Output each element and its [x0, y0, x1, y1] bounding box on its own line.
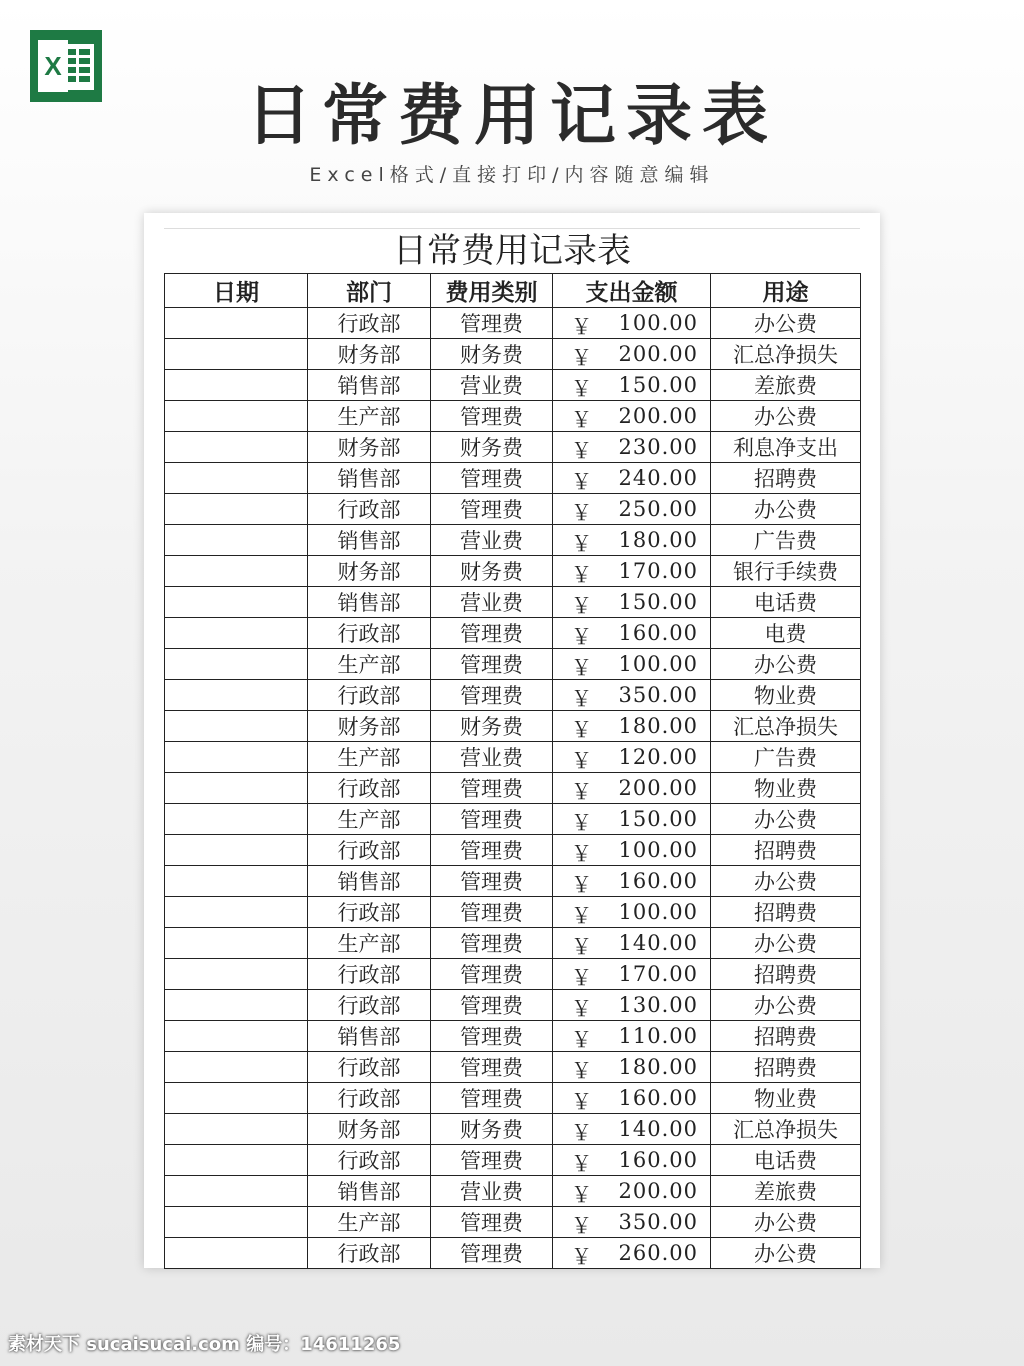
table-row: [165, 1083, 861, 1114]
category-cell[interactable]: 财务费: [431, 556, 553, 587]
category-cell[interactable]: 管理费: [431, 1021, 553, 1052]
currency-symbol: ￥: [571, 904, 592, 928]
date-cell[interactable]: [165, 1176, 308, 1207]
currency-symbol: ￥: [571, 532, 592, 556]
amount-value: 200.00: [618, 1179, 698, 1203]
department-cell[interactable]: 销售部: [308, 1021, 431, 1052]
table-row: [165, 1145, 861, 1176]
currency-symbol: ￥: [571, 1028, 592, 1052]
currency-symbol: ￥: [571, 315, 592, 339]
purpose-cell[interactable]: 办公费: [711, 649, 861, 680]
table-header-row: [165, 274, 861, 308]
department-cell[interactable]: 销售部: [308, 1176, 431, 1207]
amount-value: 200.00: [618, 342, 698, 366]
currency-symbol: ￥: [571, 1059, 592, 1083]
amount-cell[interactable]: [553, 618, 711, 649]
column-header-amount: 支出金额: [553, 274, 711, 308]
expense-table: [164, 273, 861, 1269]
currency-symbol: ￥: [571, 563, 592, 587]
currency-symbol: ￥: [571, 935, 592, 959]
purpose-cell[interactable]: 招聘费: [711, 959, 861, 990]
purpose-cell[interactable]: 办公费: [711, 990, 861, 1021]
category-cell[interactable]: 管理费: [431, 494, 553, 525]
amount-cell[interactable]: [553, 432, 711, 463]
category-cell[interactable]: 财务费: [431, 339, 553, 370]
department-cell[interactable]: 生产部: [308, 649, 431, 680]
table-row: [165, 928, 861, 959]
currency-symbol: ￥: [571, 470, 592, 494]
purpose-cell[interactable]: 招聘费: [711, 897, 861, 928]
table-row: [165, 432, 861, 463]
date-cell[interactable]: [165, 959, 308, 990]
department-cell[interactable]: 生产部: [308, 804, 431, 835]
date-cell[interactable]: [165, 339, 308, 370]
department-cell[interactable]: 行政部: [308, 1052, 431, 1083]
department-cell[interactable]: 财务部: [308, 556, 431, 587]
amount-cell[interactable]: [553, 556, 711, 587]
amount-value: 230.00: [618, 435, 698, 459]
amount-value: 100.00: [618, 311, 698, 335]
purpose-cell[interactable]: 利息净支出: [711, 432, 861, 463]
currency-symbol: ￥: [571, 377, 592, 401]
category-cell[interactable]: 管理费: [431, 680, 553, 711]
currency-symbol: ￥: [571, 408, 592, 432]
amount-value: 100.00: [618, 652, 698, 676]
department-cell[interactable]: 财务部: [308, 432, 431, 463]
department-cell[interactable]: 行政部: [308, 1145, 431, 1176]
department-cell[interactable]: 生产部: [308, 928, 431, 959]
amount-cell[interactable]: [553, 463, 711, 494]
currency-symbol: ￥: [571, 439, 592, 463]
currency-symbol: ￥: [571, 780, 592, 804]
amount-value: 150.00: [618, 590, 698, 614]
category-cell[interactable]: 管理费: [431, 866, 553, 897]
table-row: [165, 866, 861, 897]
date-cell[interactable]: [165, 773, 308, 804]
category-cell[interactable]: 营业费: [431, 587, 553, 618]
purpose-cell[interactable]: 广告费: [711, 525, 861, 556]
department-cell[interactable]: 财务部: [308, 1114, 431, 1145]
date-cell[interactable]: [165, 432, 308, 463]
amount-cell[interactable]: [553, 742, 711, 773]
amount-cell[interactable]: [553, 1021, 711, 1052]
category-cell[interactable]: 管理费: [431, 959, 553, 990]
table-row: [165, 711, 861, 742]
category-cell[interactable]: 管理费: [431, 928, 553, 959]
category-cell[interactable]: 管理费: [431, 773, 553, 804]
date-cell[interactable]: [165, 401, 308, 432]
purpose-cell[interactable]: 物业费: [711, 773, 861, 804]
amount-value: 180.00: [618, 528, 698, 552]
purpose-cell[interactable]: 招聘费: [711, 1021, 861, 1052]
category-cell[interactable]: 管理费: [431, 618, 553, 649]
table-row: [165, 587, 861, 618]
amount-cell[interactable]: [553, 990, 711, 1021]
currency-symbol: ￥: [571, 687, 592, 711]
amount-cell[interactable]: [553, 711, 711, 742]
amount-cell[interactable]: [553, 401, 711, 432]
amount-value: 100.00: [618, 900, 698, 924]
category-cell[interactable]: 管理费: [431, 804, 553, 835]
date-cell[interactable]: [165, 308, 308, 339]
table-row: [165, 618, 861, 649]
category-cell[interactable]: 营业费: [431, 525, 553, 556]
department-cell[interactable]: 生产部: [308, 1207, 431, 1238]
amount-cell[interactable]: [553, 308, 711, 339]
currency-symbol: ￥: [571, 594, 592, 618]
purpose-cell[interactable]: 电话费: [711, 587, 861, 618]
table-row: [165, 556, 861, 587]
department-cell[interactable]: 销售部: [308, 525, 431, 556]
date-cell[interactable]: [165, 990, 308, 1021]
purpose-cell[interactable]: 银行手续费: [711, 556, 861, 587]
date-cell[interactable]: [165, 1021, 308, 1052]
department-cell[interactable]: 行政部: [308, 680, 431, 711]
department-cell[interactable]: 行政部: [308, 773, 431, 804]
amount-value: 160.00: [618, 1148, 698, 1172]
category-cell[interactable]: 管理费: [431, 835, 553, 866]
table-row: [165, 1207, 861, 1238]
department-cell[interactable]: 财务部: [308, 711, 431, 742]
amount-value: 150.00: [618, 373, 698, 397]
date-cell[interactable]: [165, 1114, 308, 1145]
table-row: [165, 1238, 861, 1269]
amount-cell[interactable]: [553, 339, 711, 370]
amount-value: 150.00: [618, 807, 698, 831]
table-row: [165, 1052, 861, 1083]
table-row: [165, 959, 861, 990]
currency-symbol: ￥: [571, 501, 592, 525]
date-cell[interactable]: [165, 835, 308, 866]
purpose-cell[interactable]: 办公费: [711, 1207, 861, 1238]
date-cell[interactable]: [165, 649, 308, 680]
amount-cell[interactable]: [553, 494, 711, 525]
purpose-cell[interactable]: 办公费: [711, 401, 861, 432]
department-cell[interactable]: 销售部: [308, 463, 431, 494]
category-cell[interactable]: 管理费: [431, 990, 553, 1021]
department-cell[interactable]: 生产部: [308, 401, 431, 432]
purpose-cell[interactable]: 招聘费: [711, 835, 861, 866]
currency-symbol: ￥: [571, 1152, 592, 1176]
department-cell[interactable]: 行政部: [308, 990, 431, 1021]
date-cell[interactable]: [165, 1238, 308, 1269]
category-cell[interactable]: 管理费: [431, 1052, 553, 1083]
department-cell[interactable]: 销售部: [308, 587, 431, 618]
date-cell[interactable]: [165, 525, 308, 556]
date-cell[interactable]: [165, 804, 308, 835]
category-cell[interactable]: 财务费: [431, 1114, 553, 1145]
amount-cell[interactable]: [553, 649, 711, 680]
date-cell[interactable]: [165, 928, 308, 959]
purpose-cell[interactable]: 汇总净损失: [711, 339, 861, 370]
department-cell[interactable]: 财务部: [308, 339, 431, 370]
category-cell[interactable]: 管理费: [431, 401, 553, 432]
date-cell[interactable]: [165, 587, 308, 618]
column-header-date: 日期: [165, 274, 308, 308]
category-cell[interactable]: 财务费: [431, 711, 553, 742]
department-cell[interactable]: 行政部: [308, 835, 431, 866]
department-cell[interactable]: 行政部: [308, 1238, 431, 1269]
department-cell[interactable]: 生产部: [308, 742, 431, 773]
amount-value: 170.00: [618, 559, 698, 583]
amount-cell[interactable]: [553, 866, 711, 897]
date-cell[interactable]: [165, 1207, 308, 1238]
purpose-cell[interactable]: 汇总净损失: [711, 711, 861, 742]
date-cell[interactable]: [165, 494, 308, 525]
currency-symbol: ￥: [571, 1183, 592, 1207]
amount-value: 130.00: [618, 993, 698, 1017]
purpose-cell[interactable]: 广告费: [711, 742, 861, 773]
date-cell[interactable]: [165, 463, 308, 494]
amount-cell[interactable]: [553, 897, 711, 928]
department-cell[interactable]: 行政部: [308, 1083, 431, 1114]
amount-value: 250.00: [618, 497, 698, 521]
amount-cell[interactable]: [553, 1207, 711, 1238]
amount-value: 140.00: [618, 1117, 698, 1141]
amount-value: 260.00: [618, 1241, 698, 1265]
amount-cell[interactable]: [553, 680, 711, 711]
currency-symbol: ￥: [571, 811, 592, 835]
amount-cell[interactable]: [553, 804, 711, 835]
amount-value: 200.00: [618, 404, 698, 428]
currency-symbol: ￥: [571, 625, 592, 649]
table-row: [165, 897, 861, 928]
department-cell[interactable]: 行政部: [308, 308, 431, 339]
amount-cell[interactable]: [553, 959, 711, 990]
date-cell[interactable]: [165, 897, 308, 928]
department-cell[interactable]: 行政部: [308, 897, 431, 928]
purpose-cell[interactable]: 办公费: [711, 494, 861, 525]
purpose-cell[interactable]: 电话费: [711, 1145, 861, 1176]
amount-cell[interactable]: [553, 1083, 711, 1114]
category-cell[interactable]: 管理费: [431, 1207, 553, 1238]
currency-symbol: ￥: [571, 966, 592, 990]
excel-logo-letter: X: [44, 51, 62, 81]
currency-symbol: ￥: [571, 1121, 592, 1145]
purpose-cell[interactable]: 招聘费: [711, 1052, 861, 1083]
date-cell[interactable]: [165, 742, 308, 773]
currency-symbol: ￥: [571, 346, 592, 370]
currency-symbol: ￥: [571, 718, 592, 742]
currency-symbol: ￥: [571, 873, 592, 897]
table-row: [165, 1021, 861, 1052]
sheet-title: 日常费用记录表: [164, 228, 860, 273]
amount-value: 160.00: [618, 869, 698, 893]
purpose-cell[interactable]: 办公费: [711, 804, 861, 835]
department-cell[interactable]: 行政部: [308, 494, 431, 525]
currency-symbol: ￥: [571, 997, 592, 1021]
table-row: [165, 308, 861, 339]
currency-symbol: ￥: [571, 1090, 592, 1114]
category-cell[interactable]: 财务费: [431, 432, 553, 463]
table-row: [165, 649, 861, 680]
amount-cell[interactable]: [553, 525, 711, 556]
date-cell[interactable]: [165, 1052, 308, 1083]
amount-cell[interactable]: [553, 370, 711, 401]
amount-cell[interactable]: [553, 773, 711, 804]
date-cell[interactable]: [165, 1083, 308, 1114]
date-cell[interactable]: [165, 618, 308, 649]
category-cell[interactable]: 管理费: [431, 463, 553, 494]
table-row: [165, 804, 861, 835]
department-cell[interactable]: 行政部: [308, 959, 431, 990]
amount-value: 240.00: [618, 466, 698, 490]
category-cell[interactable]: 营业费: [431, 742, 553, 773]
purpose-cell[interactable]: 物业费: [711, 680, 861, 711]
date-cell[interactable]: [165, 1145, 308, 1176]
amount-value: 160.00: [618, 621, 698, 645]
column-header-department: 部门: [308, 274, 431, 308]
purpose-cell[interactable]: 差旅费: [711, 370, 861, 401]
category-cell[interactable]: 管理费: [431, 649, 553, 680]
table-row: [165, 773, 861, 804]
category-cell[interactable]: 营业费: [431, 370, 553, 401]
amount-cell[interactable]: [553, 1176, 711, 1207]
page-subtitle: Excel格式/直接打印/内容随意编辑: [309, 164, 715, 186]
currency-symbol: ￥: [571, 842, 592, 866]
table-row: [165, 339, 861, 370]
amount-value: 160.00: [618, 1086, 698, 1110]
amount-value: 180.00: [618, 1055, 698, 1079]
amount-value: 350.00: [618, 1210, 698, 1234]
date-cell[interactable]: [165, 680, 308, 711]
amount-value: 200.00: [618, 776, 698, 800]
table-row: [165, 1114, 861, 1145]
category-cell[interactable]: 管理费: [431, 308, 553, 339]
category-cell[interactable]: 营业费: [431, 1176, 553, 1207]
purpose-cell[interactable]: 办公费: [711, 866, 861, 897]
table-row: [165, 835, 861, 866]
table-row: [165, 494, 861, 525]
table-row: [165, 990, 861, 1021]
department-cell[interactable]: 销售部: [308, 370, 431, 401]
purpose-cell[interactable]: 办公费: [711, 928, 861, 959]
column-header-purpose: 用途: [711, 274, 861, 308]
currency-symbol: ￥: [571, 749, 592, 773]
amount-value: 140.00: [618, 931, 698, 955]
purpose-cell[interactable]: 电费: [711, 618, 861, 649]
department-cell[interactable]: 销售部: [308, 866, 431, 897]
amount-cell[interactable]: [553, 1238, 711, 1269]
amount-cell[interactable]: [553, 1145, 711, 1176]
table-row: [165, 680, 861, 711]
amount-value: 180.00: [618, 714, 698, 738]
currency-symbol: ￥: [571, 1214, 592, 1238]
amount-cell[interactable]: [553, 587, 711, 618]
table-row: [165, 370, 861, 401]
date-cell[interactable]: [165, 370, 308, 401]
purpose-cell[interactable]: 汇总净损失: [711, 1114, 861, 1145]
date-cell[interactable]: [165, 556, 308, 587]
table-row: [165, 525, 861, 556]
category-cell[interactable]: 管理费: [431, 897, 553, 928]
category-cell[interactable]: 管理费: [431, 1083, 553, 1114]
watermark: 素材天下 sucaisucai.com 编号：14611265: [8, 1334, 401, 1355]
category-cell[interactable]: 管理费: [431, 1238, 553, 1269]
department-cell[interactable]: 行政部: [308, 618, 431, 649]
amount-value: 350.00: [618, 683, 698, 707]
amount-value: 100.00: [618, 838, 698, 862]
date-cell[interactable]: [165, 866, 308, 897]
column-header-category: 费用类别: [431, 274, 553, 308]
purpose-cell[interactable]: 物业费: [711, 1083, 861, 1114]
amount-cell[interactable]: [553, 1114, 711, 1145]
amount-cell[interactable]: [553, 1052, 711, 1083]
date-cell[interactable]: [165, 711, 308, 742]
amount-cell[interactable]: [553, 835, 711, 866]
amount-value: 110.00: [618, 1024, 698, 1048]
table-row: [165, 463, 861, 494]
amount-value: 170.00: [618, 962, 698, 986]
currency-symbol: ￥: [571, 1245, 592, 1269]
page-title: 日常费用记录表: [246, 77, 778, 154]
purpose-cell[interactable]: 办公费: [711, 1238, 861, 1269]
table-row: [165, 742, 861, 773]
table-row: [165, 401, 861, 432]
purpose-cell[interactable]: 差旅费: [711, 1176, 861, 1207]
amount-value: 120.00: [618, 745, 698, 769]
purpose-cell[interactable]: 办公费: [711, 308, 861, 339]
purpose-cell[interactable]: 招聘费: [711, 463, 861, 494]
currency-symbol: ￥: [571, 656, 592, 680]
category-cell[interactable]: 管理费: [431, 1145, 553, 1176]
table-row: [165, 1176, 861, 1207]
amount-cell[interactable]: [553, 928, 711, 959]
